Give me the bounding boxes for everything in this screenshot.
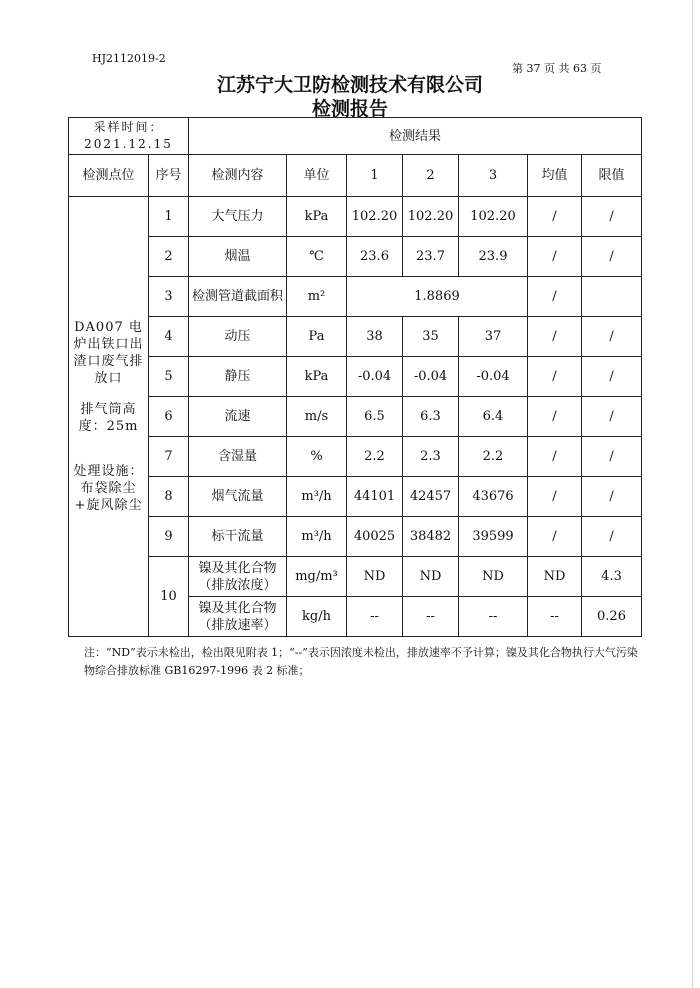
- col-seq: 序号: [149, 155, 189, 197]
- limit: 0.26: [582, 597, 642, 637]
- doc-code: HJ2112019-2: [92, 52, 166, 65]
- col-unit: 单位: [287, 155, 347, 197]
- average: /: [528, 317, 582, 357]
- value-2: 102.20: [403, 197, 459, 237]
- content: 标干流量: [189, 517, 287, 557]
- unit: mg/m³: [287, 557, 347, 597]
- unit: ℃: [287, 237, 347, 277]
- content: 镍及其化合物（排放浓度）: [189, 557, 287, 597]
- value-2: 42457: [403, 477, 459, 517]
- limit: /: [582, 317, 642, 357]
- table-row: [69, 197, 642, 237]
- value-3: 102.20: [459, 197, 528, 237]
- value-2: 2.3: [403, 437, 459, 477]
- content: 烟温: [189, 237, 287, 277]
- value-3: 23.9: [459, 237, 528, 277]
- point-name: DA007 电炉出铁口出渣口废气排放口: [73, 320, 144, 386]
- treatment-facility: 处理设施：布袋除尘+旋风除尘: [73, 464, 144, 513]
- unit: kPa: [287, 357, 347, 397]
- value-1: 6.5: [347, 397, 403, 437]
- seq: 3: [149, 277, 189, 317]
- average: /: [528, 357, 582, 397]
- table-row: [69, 557, 642, 597]
- value-1: 44101: [347, 477, 403, 517]
- company-name: 江苏宁大卫防检测技术有限公司: [216, 74, 483, 96]
- value-1: 2.2: [347, 437, 403, 477]
- seq: 10: [149, 557, 189, 637]
- value-3: 2.2: [459, 437, 528, 477]
- unit: %: [287, 437, 347, 477]
- table-row: [69, 517, 642, 557]
- seq: 7: [149, 437, 189, 477]
- unit: m³/h: [287, 517, 347, 557]
- unit: m/s: [287, 397, 347, 437]
- col-1: 1: [347, 155, 403, 197]
- seq: 6: [149, 397, 189, 437]
- value-1: 23.6: [347, 237, 403, 277]
- content: 静压: [189, 357, 287, 397]
- value-2: 38482: [403, 517, 459, 557]
- value-2: --: [403, 597, 459, 637]
- value-2: ND: [403, 557, 459, 597]
- value-1: 102.20: [347, 197, 403, 237]
- value-1: ND: [347, 557, 403, 597]
- sample-date: 2021.12.15: [84, 137, 173, 151]
- value-1: -0.04: [347, 357, 403, 397]
- results-table: [68, 117, 642, 637]
- table-row: [69, 317, 642, 357]
- value-1: --: [347, 597, 403, 637]
- col-avg: 均值: [528, 155, 582, 197]
- average: /: [528, 477, 582, 517]
- average: /: [528, 437, 582, 477]
- seq: 4: [149, 317, 189, 357]
- seq: 5: [149, 357, 189, 397]
- col-content: 检测内容: [189, 155, 287, 197]
- limit: /: [582, 397, 642, 437]
- results-header: 检测结果: [189, 118, 642, 155]
- value-2: 23.7: [403, 237, 459, 277]
- value-3: 43676: [459, 477, 528, 517]
- header-row-1: [69, 118, 642, 155]
- scan-mark: [692, 0, 693, 988]
- content: 大气压力: [189, 197, 287, 237]
- content: 检测管道截面积: [189, 277, 287, 317]
- seq: 8: [149, 477, 189, 517]
- unit: m²: [287, 277, 347, 317]
- table-row: [69, 237, 642, 277]
- unit: kPa: [287, 197, 347, 237]
- average: ND: [528, 557, 582, 597]
- seq: 2: [149, 237, 189, 277]
- value-3: 6.4: [459, 397, 528, 437]
- limit: /: [582, 437, 642, 477]
- table-row: [69, 357, 642, 397]
- limit: /: [582, 357, 642, 397]
- content: 烟气流量: [189, 477, 287, 517]
- monitoring-point-cell: [69, 197, 149, 637]
- sample-time-cell: [69, 118, 189, 155]
- value-1: 40025: [347, 517, 403, 557]
- limit: [582, 277, 642, 317]
- limit: 4.3: [582, 557, 642, 597]
- average: /: [528, 397, 582, 437]
- table-row: [69, 477, 642, 517]
- limit: /: [582, 197, 642, 237]
- col-point: 检测点位: [69, 155, 149, 197]
- content: 动压: [189, 317, 287, 357]
- sample-time-label: 采样时间：: [93, 120, 164, 134]
- average: --: [528, 597, 582, 637]
- value-3: -0.04: [459, 357, 528, 397]
- stack-height: 排气筒高度：25m: [78, 402, 139, 434]
- value-2: -0.04: [403, 357, 459, 397]
- value-3: ND: [459, 557, 528, 597]
- page-number: 第 37 页 共 63 页: [512, 62, 602, 75]
- value-1: 38: [347, 317, 403, 357]
- col-limit: 限值: [582, 155, 642, 197]
- col-3: 3: [459, 155, 528, 197]
- average: /: [528, 517, 582, 557]
- average: /: [528, 197, 582, 237]
- seq: 1: [149, 197, 189, 237]
- header-row-2: [69, 155, 642, 197]
- limit: /: [582, 517, 642, 557]
- limit: /: [582, 477, 642, 517]
- table-row: [69, 277, 642, 317]
- content: 流速: [189, 397, 287, 437]
- seq: 9: [149, 517, 189, 557]
- unit: kg/h: [287, 597, 347, 637]
- unit: m³/h: [287, 477, 347, 517]
- value-3: 37: [459, 317, 528, 357]
- table-row: [69, 437, 642, 477]
- table-row: [69, 397, 642, 437]
- report-title: 检测报告: [311, 98, 388, 120]
- content: 镍及其化合物（排放速率）: [189, 597, 287, 637]
- average: /: [528, 237, 582, 277]
- col-2: 2: [403, 155, 459, 197]
- value-2: 6.3: [403, 397, 459, 437]
- average: /: [528, 277, 582, 317]
- limit: /: [582, 237, 642, 277]
- merged-value: 1.8869: [347, 277, 528, 317]
- footnote: 注：“ND”表示未检出，检出限见附表 1；“--”表示因浓度未检出，排放速率不予计算；镍及其化合物执行大气污染物综合排放标准 GB16297-1996 表 2 标准；: [84, 646, 638, 677]
- value-3: --: [459, 597, 528, 637]
- content: 含湿量: [189, 437, 287, 477]
- unit: Pa: [287, 317, 347, 357]
- value-2: 35: [403, 317, 459, 357]
- value-3: 39599: [459, 517, 528, 557]
